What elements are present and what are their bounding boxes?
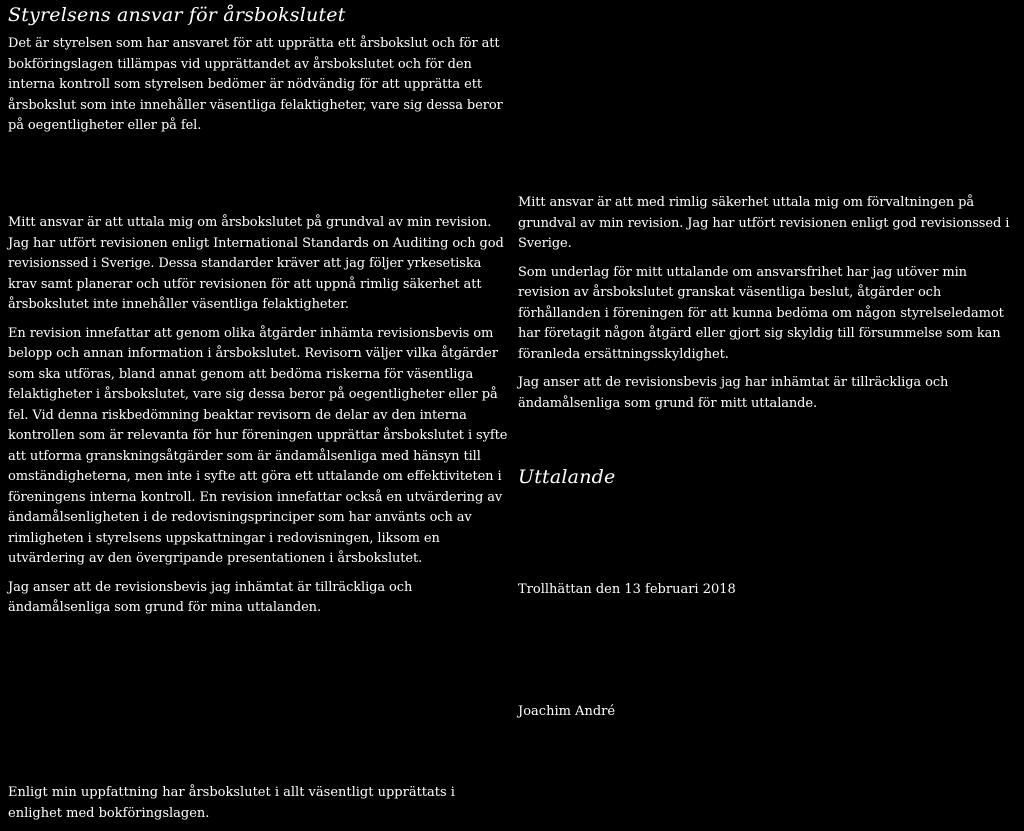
place-date — [518, 580, 918, 601]
section-heading: Uttalande — [518, 466, 616, 488]
opinion-closing — [8, 783, 513, 824]
section-heading: Styrelsens ansvar för årsbokslutet — [8, 4, 346, 26]
closing-paragraph: Enligt min uppfattning har årsbokslutet i allt väsentligt upprättats i enlighet med bokföringslagen. — [8, 785, 455, 821]
paragraph: Jag anser att de revisionsbevis jag inhämtat är tillräckliga och ändamålsenliga som grund för mina uttalanden. — [8, 579, 413, 615]
intro-paragraph: Det är styrelsen som har ansvaret för att upprätta ett årsbokslut och för att bokföringslagen tillämpas vid upprättandet av årsbokslutet och för den interna kontroll som styrelsen bedömer är nödvändig för att upprätta ett årsbokslut som inte innehåller väsentliga felaktigheter, vare sig dessa beror på oegentligheter eller på fel. — [8, 36, 503, 133]
paragraph: Mitt ansvar är att med rimlig säkerhet uttala mig om förvaltningen på grundval av min revision. Jag har utfört revisionen enligt god revisionssed i Sverige. — [518, 195, 1010, 251]
paragraph: En revision innefattar att genom olika åtgärder inhämta revisionsbevis om belopp och annan information i årsbokslutet. Revisorn väljer vilka åtgärder som ska utföras, bland annat genom att bedöma riskerna för väsentliga felaktigheter i årsbokslutet, vare sig dessa beror på oegentligheter eller på fel. Vid denna riskbedömning beaktar revisorn de delar av den interna kontrollen som är relevanta för hur föreningen upprättar årsbokslutet i syfte att utforma granskningsåtgärder som är ändamålsenliga med hänsyn till omständigheterna, men inte i syfte att göra ett uttalande om effektiviteten i föreningens interna kontroll. En revision innefattar också en utvärdering av ändamålsenligheten i de redovisningsprinciper som har använts och av rimligheten i styrelsens uppskattningar i redovisningen, liksom en utvärdering av den övergripande presentationen i årsbokslutet. — [8, 325, 508, 566]
place-date-text: Trollhättan den 13 februari 2018 — [518, 582, 736, 597]
paragraph: Jag anser att de revisionsbevis jag har inhämtat är tillräckliga och ändamålsenliga som grund för mitt uttalande. — [518, 375, 949, 411]
paragraph: Som underlag för mitt uttalande om ansvarsfrihet har jag utöver min revision av årsbokslutet granskat väsentliga beslut, åtgärder och förhållanden i föreningen för att kunna bedöma om någon styrelseledamot har företagit någon åtgärd eller gjort sig skyldig till försummelse som kan föranleda ersättningsskyldighet. — [518, 264, 1004, 362]
auditor-responsibility-section — [8, 213, 513, 627]
management-audit-section — [518, 193, 1018, 422]
board-responsibility-section — [8, 4, 513, 145]
signature-name: Joachim André — [518, 704, 616, 719]
signature — [518, 702, 818, 723]
statement-section — [518, 466, 818, 488]
paragraph: Mitt ansvar är att uttala mig om årsbokslutet på grundval av min revision. Jag har utfört revisionen enligt International Standards on Auditing och god revisionssed i Sverige. Dessa standarder kräver att jag följer yrkesetiska krav samt planerar och utför revisionen för att uppnå rimlig säkerhet att årsbokslutet inte innehåller väsentliga felaktigheter. — [8, 215, 504, 312]
